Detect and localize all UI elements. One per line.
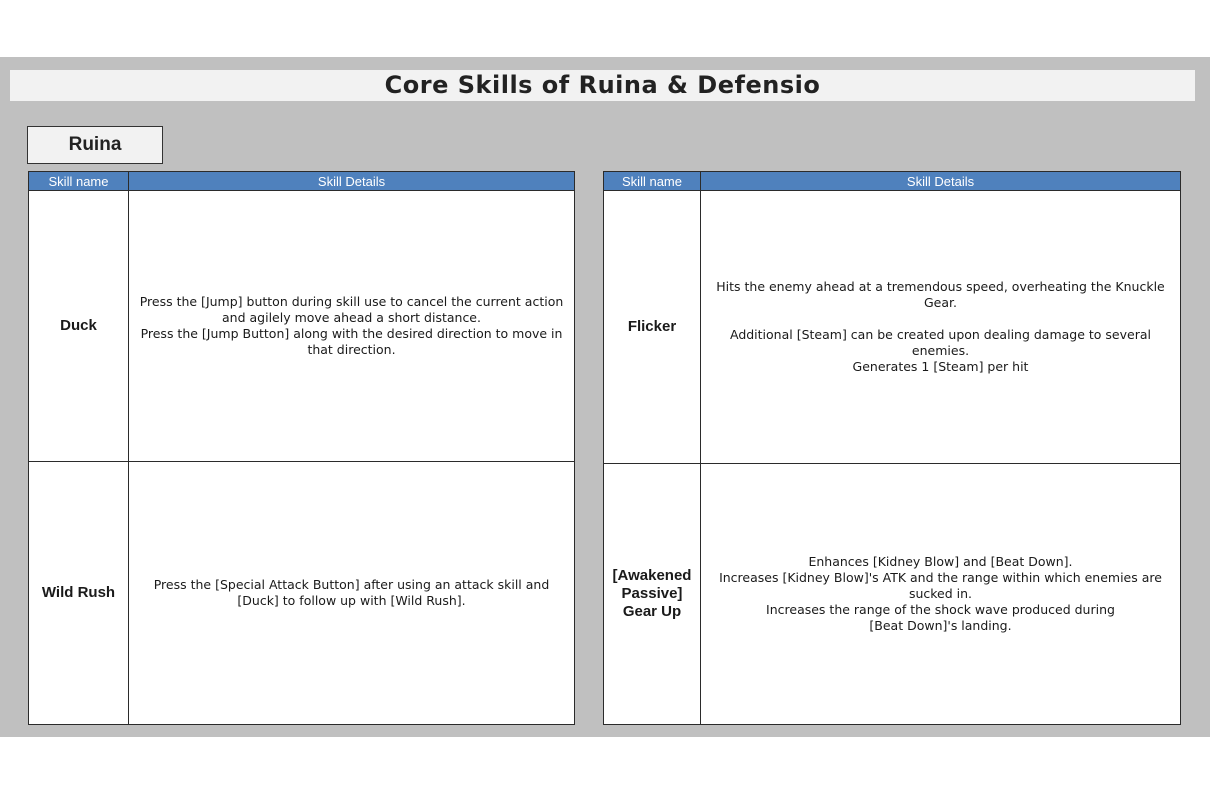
- table-row: [29, 462, 575, 725]
- skill-name-cell: Flicker: [604, 191, 701, 464]
- skill-name-line: Passive]: [621, 585, 683, 602]
- detail-spacer: [701, 311, 1180, 327]
- detail-line: Press the [Jump] button during skill use to cancel the current action: [139, 294, 564, 309]
- detail-line: [Duck] to follow up with [Wild Rush].: [237, 593, 466, 608]
- skill-name-cell: Duck: [29, 191, 129, 462]
- table-row: [29, 191, 575, 462]
- detail-line: [Beat Down]'s landing.: [869, 618, 1012, 633]
- section-tab-ruina[interactable]: Ruina: [27, 126, 163, 164]
- skill-details-cell: [129, 462, 575, 725]
- detail-line: sucked in.: [908, 586, 973, 601]
- table-row: [604, 191, 1181, 464]
- spreadsheet-canvas: [0, 57, 1210, 737]
- detail-line: Increases [Kidney Blow]'s ATK and the range within which enemies are: [719, 570, 1162, 585]
- table-header-row: [29, 172, 575, 191]
- skill-name-cell: [604, 464, 701, 725]
- detail-line: Hits the enemy ahead at a tremendous speed, overheating the Knuckle Gear.: [716, 279, 1165, 310]
- detail-line: Enhances [Kidney Blow] and [Beat Down].: [808, 554, 1073, 569]
- skill-details-cell: [701, 191, 1181, 464]
- skills-table-right: [603, 171, 1181, 725]
- detail-line: Generates 1 [Steam] per hit: [852, 359, 1029, 374]
- detail-line: that direction.: [307, 342, 396, 357]
- skill-name-line: [Awakened: [612, 567, 692, 584]
- skill-details-cell: [129, 191, 575, 462]
- column-header-skill-name: Skill name: [604, 172, 701, 191]
- column-header-skill-details: Skill Details: [129, 172, 575, 191]
- table-header-row: [604, 172, 1181, 191]
- skill-details-cell: [701, 464, 1181, 725]
- detail-line: Additional [Steam] can be created upon dealing damage to several enemies.: [729, 327, 1151, 358]
- skill-name-cell: Wild Rush: [29, 462, 129, 725]
- skills-table-left: [28, 171, 575, 725]
- skill-name-line: Gear Up: [622, 603, 682, 620]
- detail-line: Press the [Jump Button] along with the desired direction to move in: [140, 326, 563, 341]
- column-header-skill-name: Skill name: [29, 172, 129, 191]
- table-row: [604, 464, 1181, 725]
- page-title: Core Skills of Ruina & Defensio: [10, 70, 1195, 101]
- column-header-skill-details: Skill Details: [701, 172, 1181, 191]
- detail-line: and agilely move ahead a short distance.: [222, 310, 481, 325]
- detail-line: Press the [Special Attack Button] after using an attack skill and: [153, 577, 550, 592]
- detail-line: Increases the range of the shock wave produced during: [766, 602, 1115, 617]
